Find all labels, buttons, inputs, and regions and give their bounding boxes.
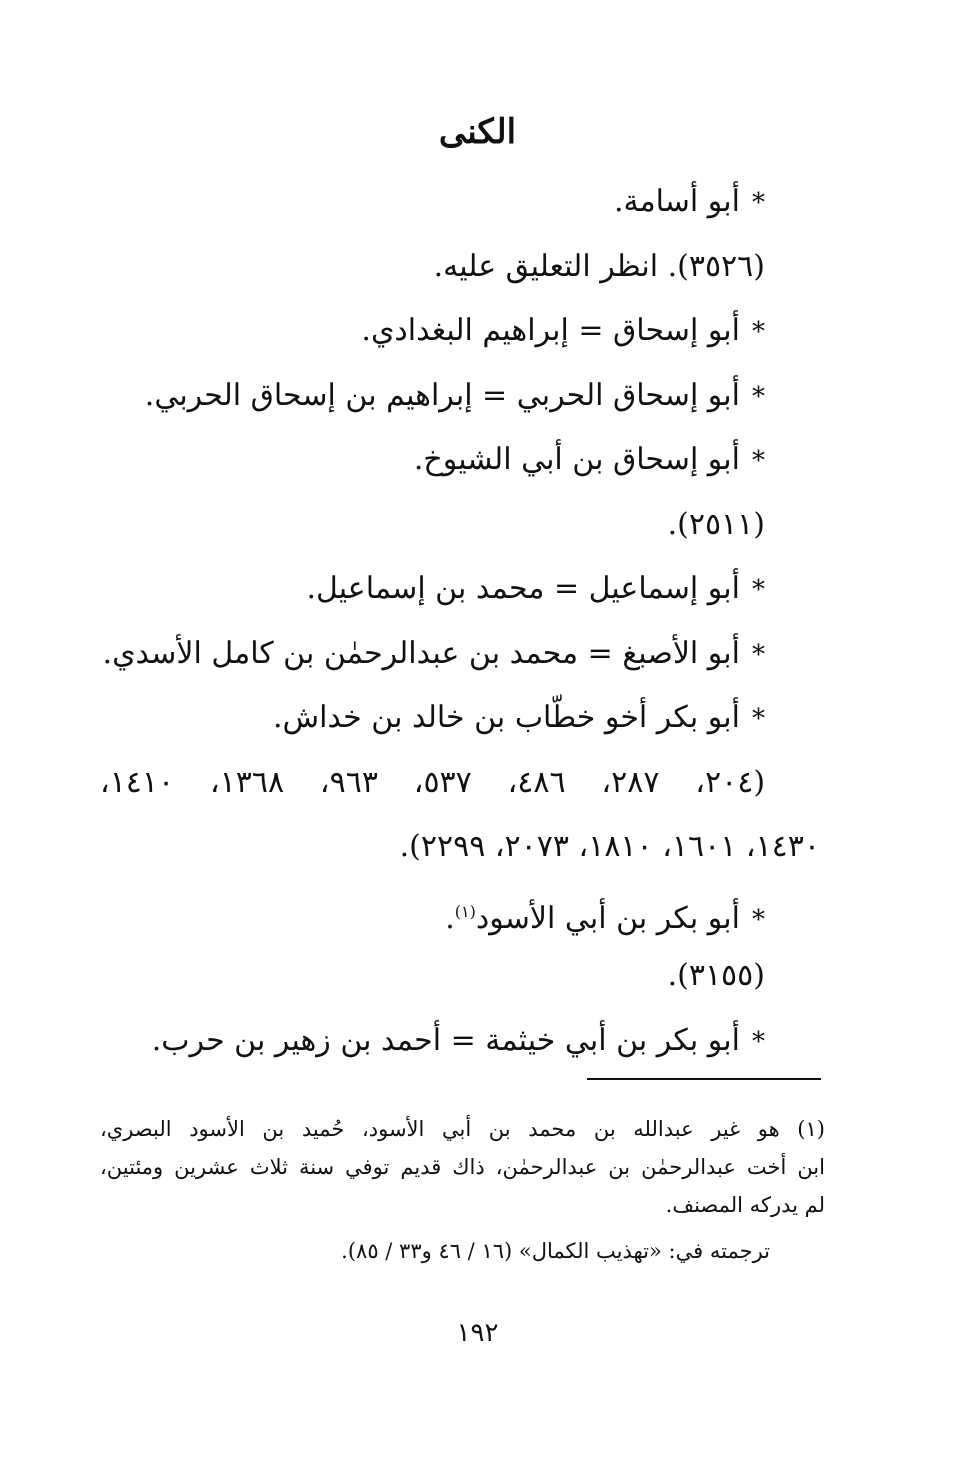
asterisk-icon: * [752,904,765,935]
list-item: *أبو بكر أخو خطّاب بن خالد بن خداش. [100,686,765,751]
reference-numbers: (٢٥١١). [667,506,765,542]
list-item: *أبو بكر بن أبي خيثمة = أحمد بن زهير بن حرب. [100,1009,765,1074]
page-number: ١٩٢ [456,1318,499,1348]
reference-numbers: (٣٥٢٦). انظر التعليق عليه. [433,248,765,284]
asterisk-icon: * [752,639,765,670]
list-item: *أبو بكر بن أبي الأسود$^{(١)}$. [100,880,765,945]
page-title: الكنى [438,112,517,152]
asterisk-icon: * [752,381,765,412]
list-item: *أبو إسحاق بن أبي الشيوخ. [100,428,765,493]
footnote-line: لم يدركه المصنف. [665,1193,825,1217]
list-item: *أبو أسامة. [100,170,765,235]
asterisk-icon: * [752,704,765,734]
reference-numbers: (٢٠٤، ٢٨٧، ٤٨٦، ٥٣٧، ٩٦٣، ١٣٦٨، ١٤١٠، [100,764,766,800]
asterisk-icon: * [752,188,765,218]
footnote-line: ترجمته في: «تهذيب الكمال» (١٦ / ٤٦ و٣٣ / ٨٥). [341,1239,770,1263]
asterisk-icon: * [752,446,765,476]
footnotes [100,1110,825,1270]
list-item: *أبو إسحاق الحربي = إبراهيم بن إسحاق الحربي. [100,364,765,429]
reference-numbers-continued: ١٤٣٠، ١٦٠١، ١٨١٠، ٢٠٧٣، ٢٢٩٩). [399,829,820,864]
footnote-divider [587,1078,821,1080]
reference-numbers: (٣١٥٥). [667,958,765,993]
asterisk-icon: * [752,575,765,605]
footnote-line: (١) هو غير عبدالله بن محمد بن أبي الأسود، حُميد بن الأسود البصري، [100,1117,825,1141]
list-item: *أبو إسحاق = إبراهيم البغدادي. [100,299,765,364]
asterisk-icon: * [752,1026,765,1057]
list-item: *أبو الأصبغ = محمد بن عبدالرحمٰن بن كامل الأسدي. [100,622,765,687]
asterisk-icon: * [752,317,765,347]
list-item: *أبو إسماعيل = محمد بن إسماعيل. [100,557,765,622]
footnote-line: ابن أخت عبدالرحمٰن بن عبدالرحمٰن، ذاك قديم توفي سنة ثلاث عشرين ومئتين، [100,1155,825,1179]
entries-list [100,170,820,1073]
footnote-marker: (١) [454,901,476,921]
